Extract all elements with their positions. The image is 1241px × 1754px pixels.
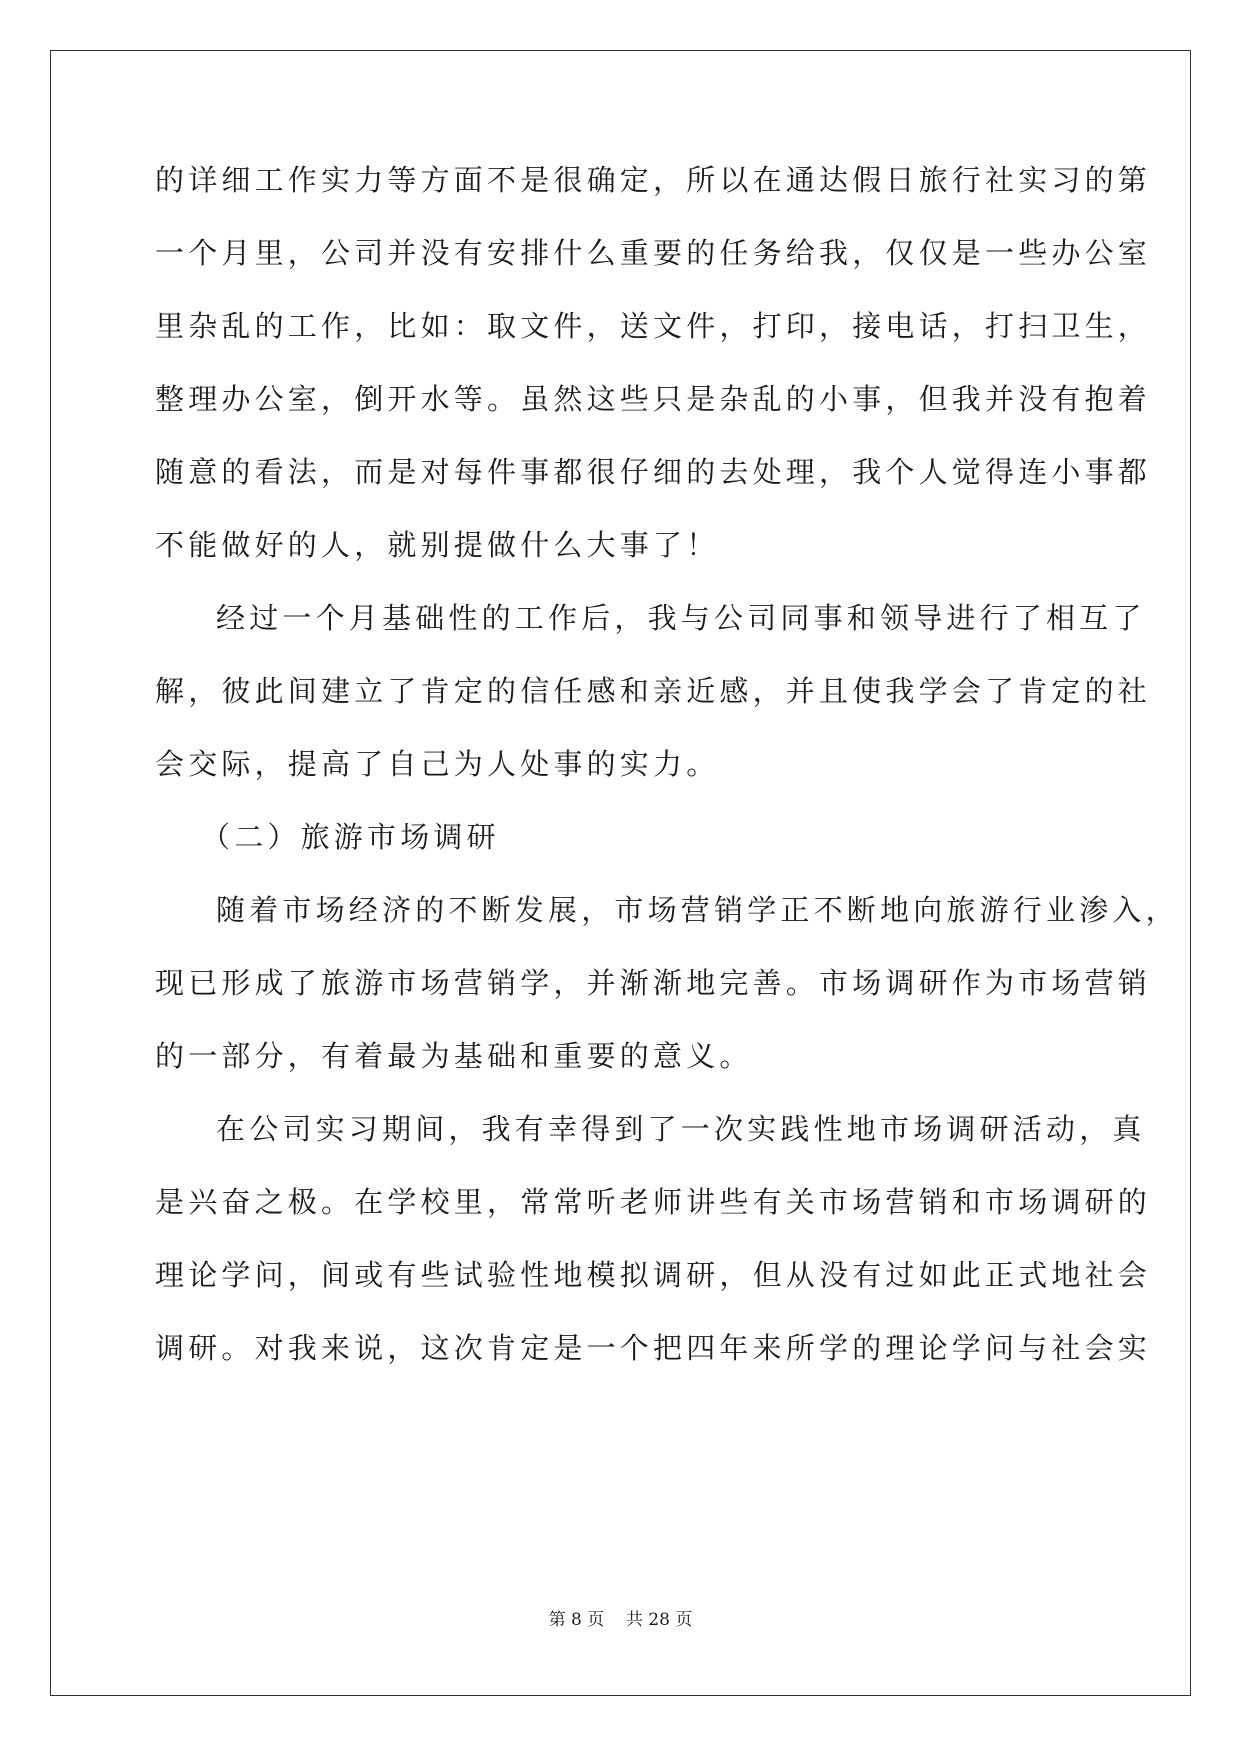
text-line: 现已形成了旅游市场营销学，并渐渐地完善。市场调研作为市场营销 (155, 966, 1152, 1000)
text-line: 的一部分，有着最为基础和重要的意义。 (155, 1039, 753, 1073)
text-line: 里杂乱的工作，比如：取文件，送文件，打印，接电话，打扫卫生， (155, 309, 1152, 343)
text-line: 不能做好的人，就别提做什么大事了！ (155, 528, 720, 562)
paragraph-first-line: 经过一个月基础性的工作后，我与公司同事和领导进行了相互了 (216, 601, 1146, 635)
text-line: 是兴奋之极。在学校里，常常听老师讲些有关市场营销和市场调研的 (155, 1185, 1152, 1219)
text-line: 随意的看法，而是对每件事都很仔细的去处理，我个人觉得连小事都 (155, 455, 1152, 489)
page-number-footer: 第 8 页 共 28 页 (548, 1610, 693, 1630)
paragraph-first-line: 随着市场经济的不断发展，市场营销学正不断地向旅游行业渗入， (216, 893, 1179, 927)
text-line: 整理办公室，倒开水等。虽然这些只是杂乱的小事，但我并没有抱着 (155, 382, 1152, 416)
text-line: 理论学问，间或有些试验性地模拟调研，但从没有过如此正式地社会 (155, 1258, 1152, 1292)
page-border (50, 50, 1191, 1696)
text-line: 的详细工作实力等方面不是很确定，所以在通达假日旅行社实习的第 (155, 163, 1152, 197)
paragraph-first-line: 在公司实习期间，我有幸得到了一次实践性地市场调研活动，真 (216, 1112, 1146, 1146)
text-line: 解，彼此间建立了肯定的信任感和亲近感，并且使我学会了肯定的社 (155, 674, 1152, 708)
text-line: 一个月里，公司并没有安排什么重要的任务给我，仅仅是一些办公室 (155, 236, 1152, 270)
text-line: 会交际，提高了自己为人处事的实力。 (155, 747, 720, 781)
section-heading: （二）旅游市场调研 (201, 820, 500, 854)
text-line: 调研。对我来说，这次肯定是一个把四年来所学的理论学问与社会实 (155, 1331, 1152, 1365)
